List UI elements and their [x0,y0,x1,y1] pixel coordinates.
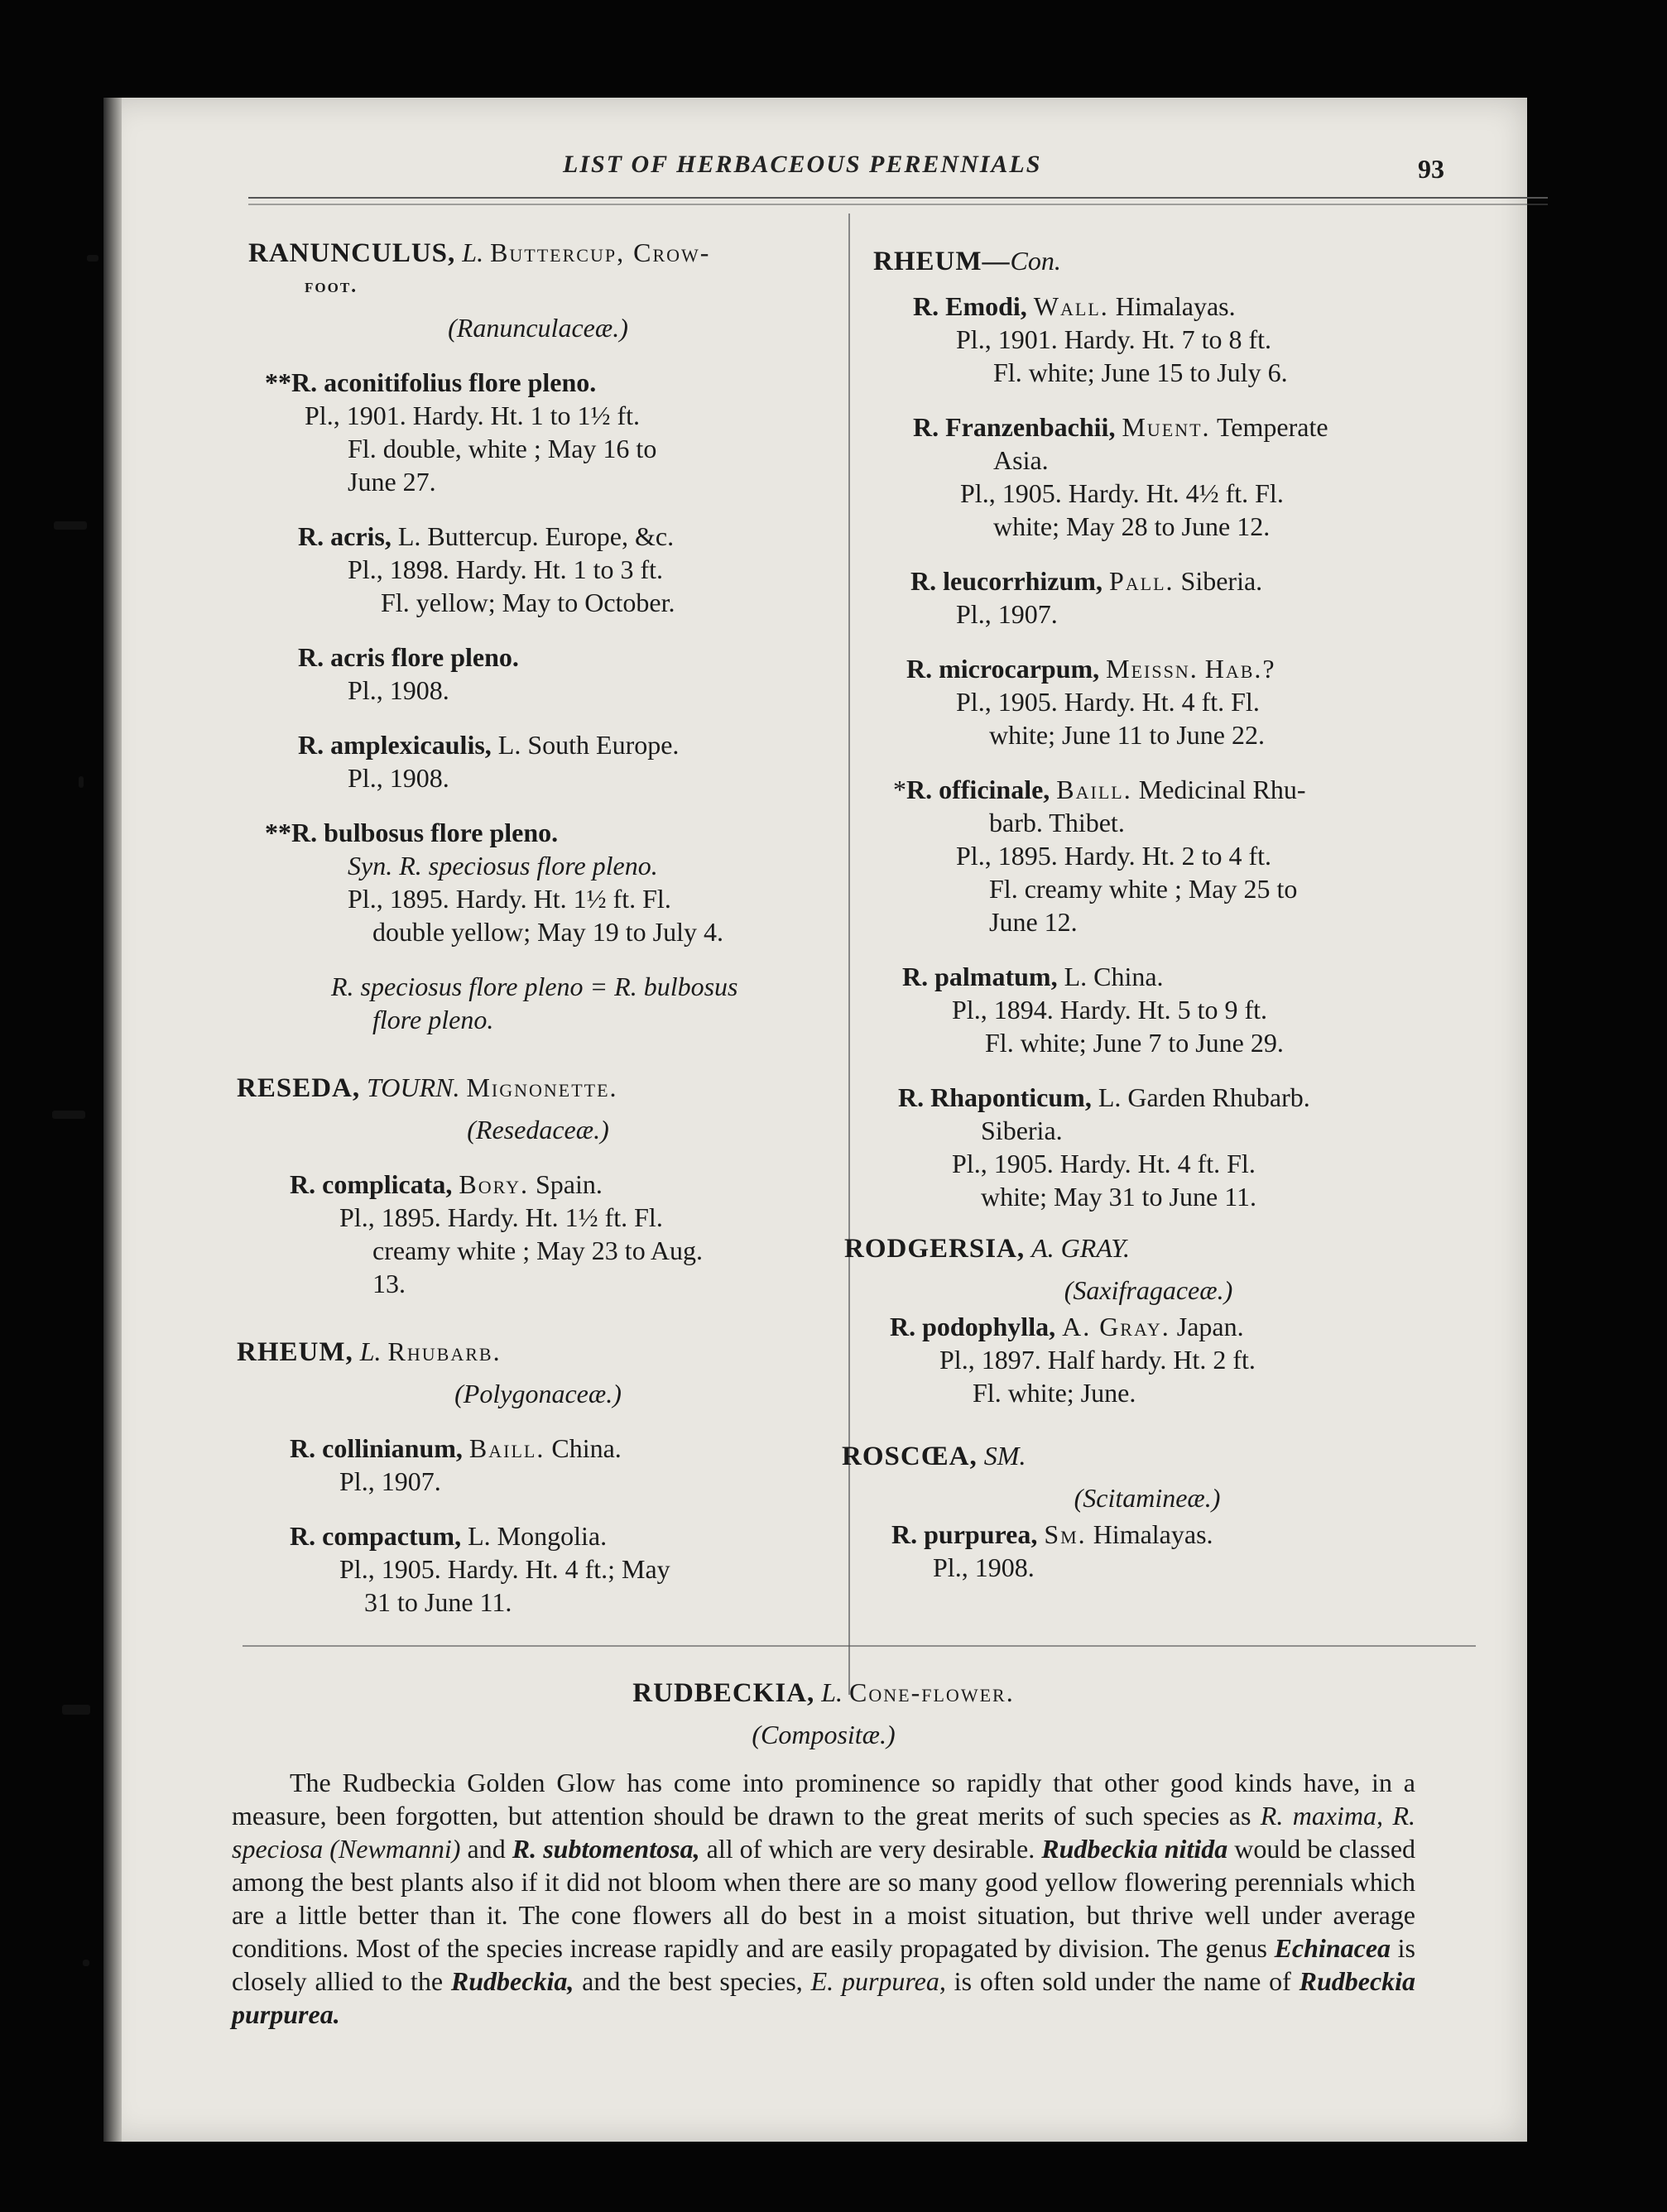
family-name: (Polygonaceæ.) [454,1379,622,1408]
species-entry: R. compactum, L. Mongolia. Pl., 1905. Hardy. Ht. 4 ft.; May 31 to June 11. [290,1521,670,1617]
species-entry: R. collinianum, Baill. China. Pl., 1907. [290,1433,622,1496]
margin-mark [87,255,98,262]
genus-heading-rudbeckia: RUDBECKIA, L. Cone-flower. [632,1677,1015,1708]
page-header [103,147,1527,197]
rudbeckia-section [232,1676,1415,2057]
species-entry: R. amplexicaulis, L. South Europe. Pl., 1908. [298,730,680,793]
genus-block-rodgersia: RODGERSIA, A. GRAY. (Saxifragaceæ.) R. podophylla, A. Gray. Japan. Pl., 1897. Half hardy. Ht. 2 ft. Fl. white; June. [844,1231,1453,1409]
species-entry: R. acris flore pleno. Pl., 1908. [298,642,519,705]
cross-reference: R. speciosus flore pleno = R. bulbosus flore pleno. [331,972,738,1034]
genus-block-roscoea: ROSCŒA, SM. (Scitamineæ.) R. purpurea, Sm. Himalayas. Pl., 1908. [842,1439,1453,1584]
family-name: (Saxifragaceæ.) [1064,1275,1233,1305]
species-entry: R. palmatum, L. China. Pl., 1894. Hardy. Ht. 5 to 9 ft. Fl. white; June 7 to June 29. [902,962,1284,1058]
family-name: (Scitamineæ.) [1074,1483,1221,1513]
margin-mark [62,1705,90,1715]
left-column: RANUNCULUS, L. Buttercup, Crow- foot. (Ranunculaceæ.) **R. aconitifolius flore pleno. Pl., 1901. Hardy. Ht. 1 to 1½ ft. Fl. double, white ; May 16 to June 27. R. acris, L. Buttercup. Europe, &c. Pl., 1898. Hardy. Ht. 1 to 3 ft. Fl. yellow; May to October. R. acris flore pleno. Pl., 1908. R. amplexicaulis, L. South Europe. Pl., 1908. **R. bulbosus flore pleno. Syn. R. speciosus flore pleno. Pl., 1895. Hardy. Ht. 1½ ft. Fl. double yellow; May 19 to July 4. R. speciosus flore pleno = R. bulbosus flore pleno. RESEDA, TOURN. Mignonette. (Resedaceæ.) R. complicata, Bory. Spain. Pl., 1895. Hardy. Ht. 1½ ft. Fl. creamy white ; May 23 to Aug. 13. RHEUM, L. Rhubarb. (Polygonaceæ.) R. collinianum, Baill. China. Pl., 1907. R. compactum, L. Mongolia. Pl., 1905. Hardy. Ht. 4 ft.; May 31 to June 11. [248,236,828,1619]
genus-heading-reseda: RESEDA, TOURN. Mignonette. [237,1072,618,1103]
page-spine-shadow [103,98,122,2142]
family-name: (Ranunculaceæ.) [448,313,628,343]
header-rule [248,197,1548,199]
genus-heading-rheum: RHEUM, L. Rhubarb. [237,1336,502,1367]
genus-heading-roscoea: ROSCŒA, SM. [842,1441,1026,1471]
family-name: (Resedaceæ.) [467,1115,609,1144]
genus-heading-rodgersia: RODGERSIA, A. GRAY. [844,1233,1130,1264]
genus-heading-rheum-continued: RHEUM—Con. [873,246,1061,276]
species-entry: *R. officinale, Baill. Medicinal Rhu- barb. Thibet. Pl., 1895. Hardy. Ht. 2 to 4 ft. Fl. creamy white ; May 25 to June 12. [893,775,1306,937]
genus-heading-ranunculus: RANUNCULUS, L. Buttercup, Crow- [248,238,711,268]
genus-block-reseda [237,1071,828,1300]
species-entry: **R. bulbosus flore pleno. Syn. R. speciosus flore pleno. Pl., 1895. Hardy. Ht. 1½ ft. Fl. double yellow; May 19 to July 4. [265,818,723,947]
right-column [842,244,1453,1584]
species-entry: R. Franzenbachii, Muent. Temperate Asia. Pl., 1905. Hardy. Ht. 4½ ft. Fl. white; May 28 to June 12. [913,412,1328,541]
header-rule [248,204,1548,205]
rudbeckia-description: The Rudbeckia Golden Glow has come into prominence so rapidly that other good kinds have, in a measure, been forgotten, but attention should be drawn to the great merits of such species as R. maxima, R. speciosa (Newmanni) and R. subtomentosa, all of which are very desirable. Rudbeckia nitida would be classed among the best plants also if it did not bloom when there are so many good yellow flowering perennials which are a little better than it. The cone flowers all do best in a moist situation, but thrive well under average conditions. Most of the species increase rapidly and are easily propagated by division. The genus Echinacea is closely allied to the Rudbeckia, and the best species, E. purpurea, is often sold under the name of Rudbeckia purpurea. [232,1768,1416,2029]
species-entry: **R. aconitifolius flore pleno. Pl., 1901. Hardy. Ht. 1 to 1½ ft. Fl. double, white ; May 16 to June 27. [265,367,657,497]
species-entry: R. microcarpum, Meissn. Hab.? Pl., 1905. Hardy. Ht. 4 ft. Fl. white; June 11 to June 22. [906,654,1276,750]
species-entry: R. acris, L. Buttercup. Europe, &c. Pl., 1898. Hardy. Ht. 1 to 3 ft. Fl. yellow; May to October. [298,521,675,617]
genus-block-rheum [237,1335,828,1619]
page-number: 93 [1418,154,1444,184]
margin-mark [79,776,84,788]
species-entry: R. leucorrhizum, Pall. Siberia. Pl., 1907. [910,566,1263,629]
section-rule [243,1645,1476,1647]
species-entry: R. complicata, Bory. Spain. Pl., 1895. Hardy. Ht. 1½ ft. Fl. creamy white ; May 23 to Aug. 13. [290,1169,704,1298]
margin-mark [54,521,87,530]
species-entry: R. Rhaponticum, L. Garden Rhubarb. Siberia. Pl., 1905. Hardy. Ht. 4 ft. Fl. white; May 31 to June 11. [898,1082,1310,1212]
margin-mark [83,1960,89,1966]
margin-mark [52,1111,85,1119]
family-name: (Compositæ.) [752,1720,896,1749]
running-head: LIST OF HERBACEOUS PERENNIALS [563,151,1042,178]
species-entry: R. Emodi, Wall. Himalayas. Pl., 1901. Hardy. Ht. 7 to 8 ft. Fl. white; June 15 to July 6. [913,291,1288,387]
